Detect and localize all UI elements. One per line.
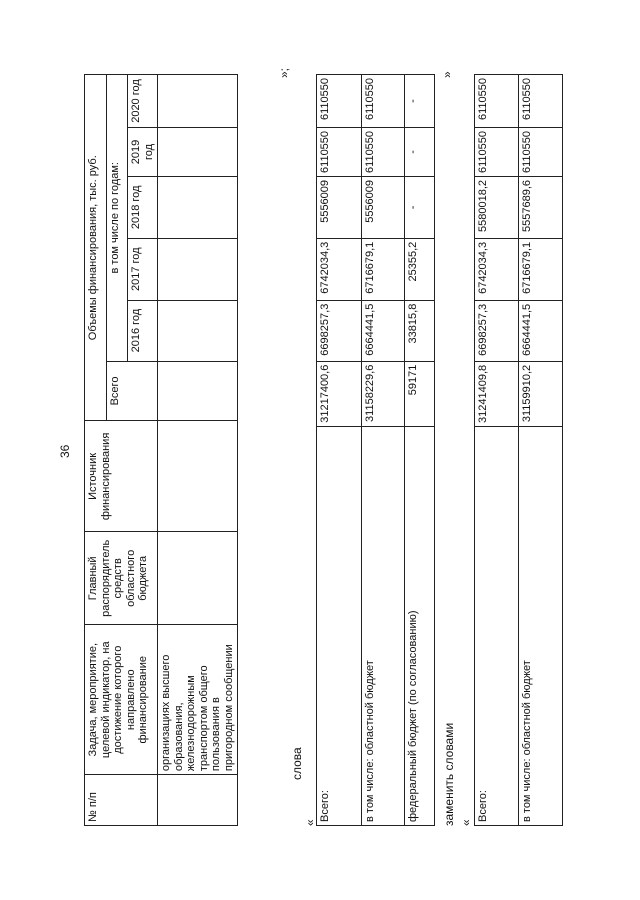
t2-row2-label: в том числе: областной бюджет [519, 426, 563, 825]
t1-row1-2016: 6698257,3 [317, 300, 362, 361]
t1-row1-2018: 5556009 [317, 176, 362, 238]
t2-row1-2016: 6698257,3 [475, 300, 519, 361]
page-number: 36 [58, 444, 72, 458]
table-row [475, 75, 519, 826]
t2-row1-2020: 6110550 [475, 75, 519, 128]
t1-row2-2019: 6110550 [362, 127, 405, 176]
t1-row3-2019: - [405, 127, 435, 176]
table-1 [316, 74, 435, 826]
t2-row2-2017: 6716679,1 [519, 238, 563, 300]
continued-num [158, 775, 238, 826]
replace-words: заменить словами [442, 722, 456, 826]
header-year-2017: 2017 год [128, 238, 158, 300]
t1-row2-total: 31158229,6 [362, 361, 405, 426]
header-volumes: Объемы финансирования, тыс. руб. [85, 75, 107, 421]
continued-source [158, 421, 238, 532]
t2-row1-2019: 6110550 [475, 127, 519, 176]
header-year-2019: 2019 год [128, 127, 158, 176]
closing-quote-2: » [440, 71, 454, 78]
continued-2017 [158, 238, 238, 300]
header-year-2018: 2018 год [128, 176, 158, 238]
t1-row2-2020: 6110550 [362, 75, 405, 128]
table-row [317, 75, 362, 826]
t1-row1-2017: 6742034,3 [317, 238, 362, 300]
continued-2020 [158, 75, 238, 128]
t2-row1-total: 31241409,8 [475, 361, 519, 426]
header-num: № п/п [85, 775, 158, 826]
header-task: Задача, мероприятие, целевой индикатор, на достижение которого направлено финансирование [85, 625, 158, 775]
header-year-2020: 2020 год [128, 75, 158, 128]
t1-row2-2017: 6716679,1 [362, 238, 405, 300]
t1-row3-2016: 33815,8 [405, 300, 435, 361]
table-row [519, 75, 563, 826]
t1-row1-2020: 6110550 [317, 75, 362, 128]
t2-row2-2016: 6664441,5 [519, 300, 563, 361]
closing-quote-1: »; [277, 67, 291, 78]
t1-row1-total: 31217400,6 [317, 361, 362, 426]
t2-row2-2018: 5557689,6 [519, 176, 563, 238]
t1-row1-label: Всего: [317, 426, 362, 825]
continued-2016 [158, 300, 238, 361]
header-manager: Главный распорядитель средств областного бюджета [85, 532, 158, 625]
continued-manager [158, 532, 238, 625]
t1-row3-total: 59171 [405, 361, 435, 426]
continued-2018 [158, 176, 238, 238]
t2-row2-2020: 6110550 [519, 75, 563, 128]
t1-row2-label: в том числе: областной бюджет [362, 426, 405, 825]
t1-row2-2016: 6664441,5 [362, 300, 405, 361]
t2-row1-2017: 6742034,3 [475, 238, 519, 300]
t2-row2-2019: 6110550 [519, 127, 563, 176]
header-by-years: в том числе по годам: [107, 75, 128, 362]
t1-row3-2018: - [405, 176, 435, 238]
continued-total [158, 361, 238, 421]
header-table [84, 74, 238, 826]
header-source: Источник финансирования [85, 421, 158, 532]
header-year-2016: 2016 год [128, 300, 158, 361]
t1-row3-label: федеральный бюджет (по согласованию) [405, 426, 435, 825]
header-total: Всего [107, 361, 158, 421]
t2-row1-2018: 5580018,2 [475, 176, 519, 238]
open-quote-2: « [459, 819, 473, 826]
t2-row1-label: Всего: [475, 426, 519, 825]
t2-row2-total: 31159910,2 [519, 361, 563, 426]
table-row [362, 75, 405, 826]
table-2 [474, 74, 563, 826]
t1-row3-2020: - [405, 75, 435, 128]
word-slova: слова [290, 747, 304, 780]
continued-2019 [158, 127, 238, 176]
open-quote-1: « [303, 819, 317, 826]
table-row [405, 75, 435, 826]
t1-row2-2018: 5556009 [362, 176, 405, 238]
continued-task: организациях высшего образования, железнодорожным транспортом общего пользования в пригородном сообщении [158, 625, 238, 775]
t1-row3-2017: 25355,2 [405, 238, 435, 300]
t1-row1-2019: 6110550 [317, 127, 362, 176]
